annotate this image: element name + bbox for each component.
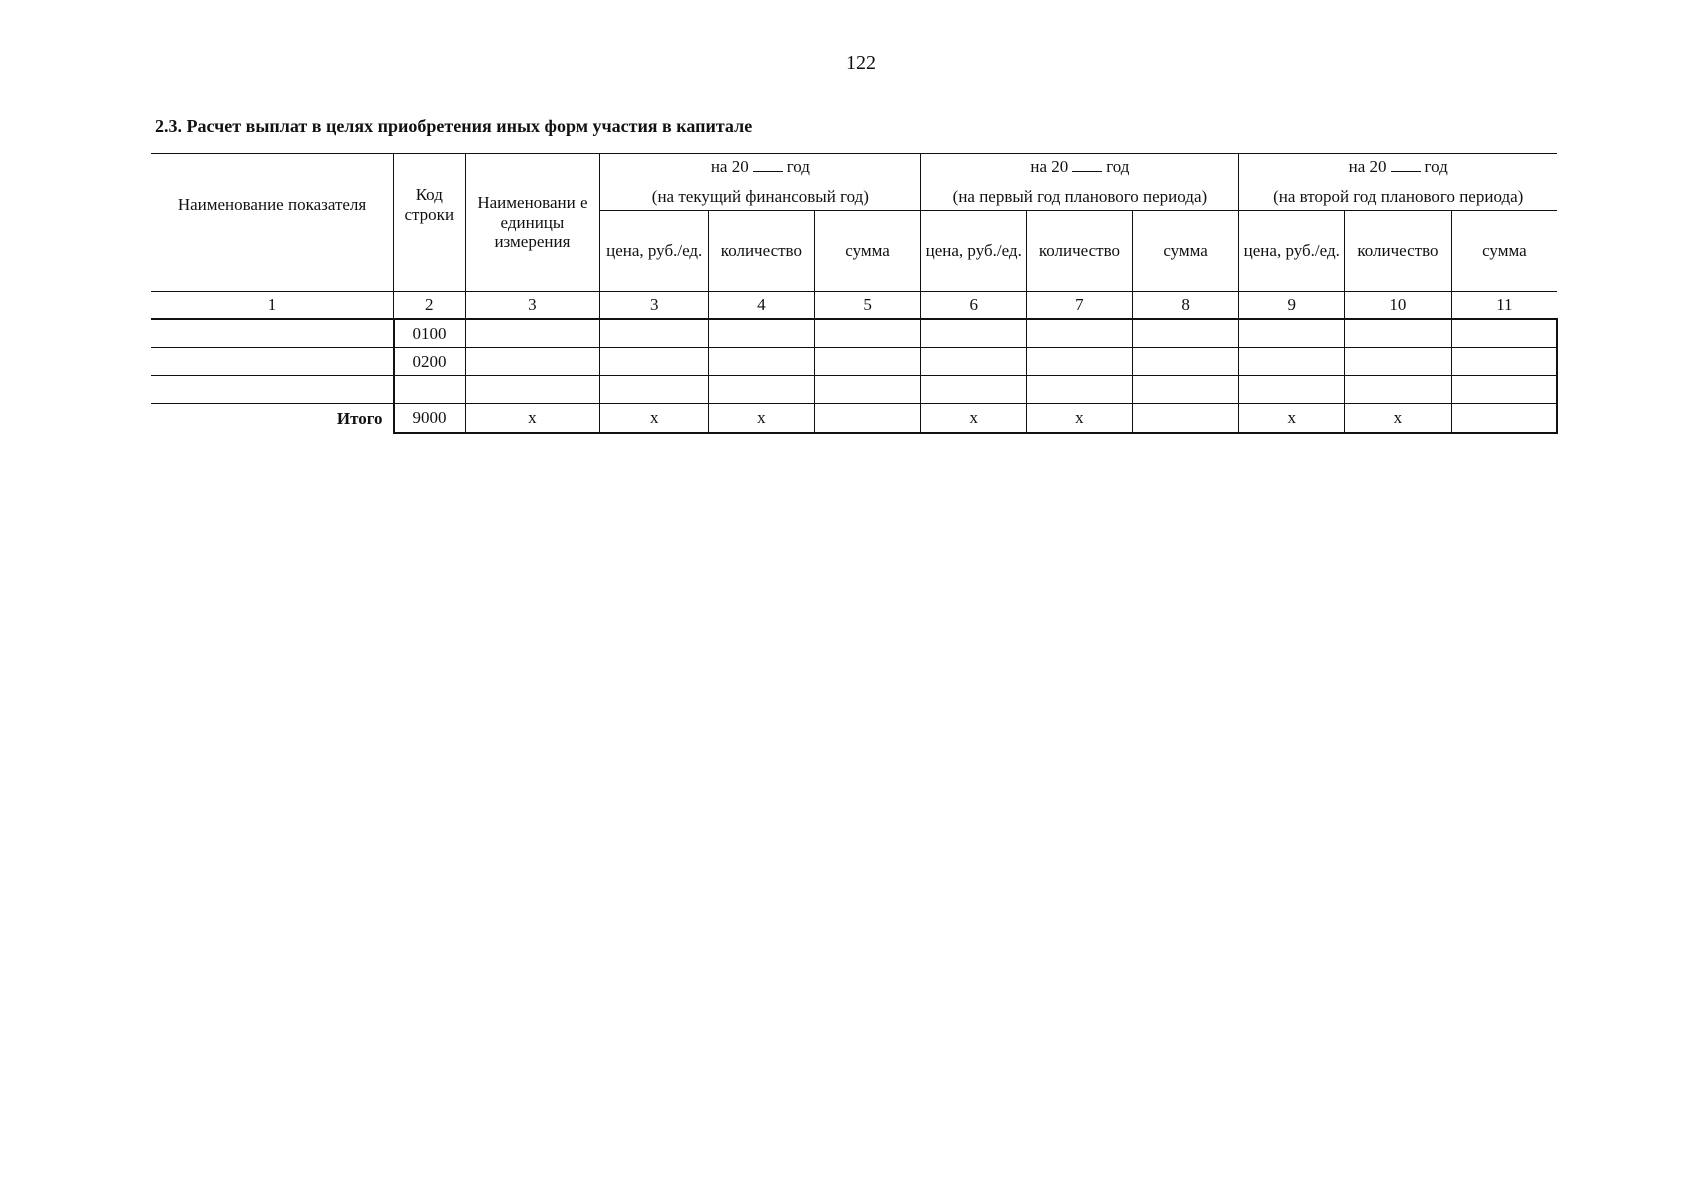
- total-label: Итого: [151, 404, 394, 434]
- total-row: [151, 404, 1557, 434]
- page-number: 122: [846, 52, 876, 74]
- value-cell[interactable]: [1345, 319, 1452, 348]
- period-current-header: [600, 154, 921, 211]
- period-year-prefix: на 20: [710, 157, 749, 177]
- table-row: [151, 348, 1557, 376]
- price-header: цена, руб./ед.: [600, 211, 709, 292]
- period-year-suffix: год: [1106, 157, 1130, 177]
- indicator-cell[interactable]: [151, 376, 394, 404]
- period-first-plan-header: [921, 154, 1239, 211]
- value-cell[interactable]: [1345, 376, 1452, 404]
- unit-cell[interactable]: [465, 376, 600, 404]
- row-code-cell: 0200: [394, 348, 465, 376]
- period-description: (на первый год планового периода): [952, 187, 1208, 206]
- column-number: 2: [394, 292, 465, 320]
- value-cell[interactable]: [1239, 319, 1345, 348]
- column-number: 4: [709, 292, 815, 320]
- indicator-cell[interactable]: [151, 319, 394, 348]
- column-number: 5: [814, 292, 921, 320]
- quantity-header: количество: [709, 211, 815, 292]
- total-cell: x: [1345, 404, 1452, 434]
- value-cell[interactable]: [921, 376, 1027, 404]
- unit-cell[interactable]: [465, 319, 600, 348]
- year-blank: [1072, 157, 1102, 172]
- header-row-1: [151, 154, 1557, 211]
- value-cell[interactable]: [709, 319, 815, 348]
- value-cell[interactable]: [1132, 376, 1239, 404]
- value-cell[interactable]: [1132, 348, 1239, 376]
- column-number: 3: [600, 292, 709, 320]
- total-cell: x: [921, 404, 1027, 434]
- table-row: [151, 319, 1557, 348]
- indicator-header: Наименование показателя: [151, 154, 394, 292]
- value-cell[interactable]: [814, 319, 921, 348]
- period-year-prefix: на 20: [1030, 157, 1069, 177]
- value-cell[interactable]: [1027, 376, 1133, 404]
- column-number: 10: [1345, 292, 1452, 320]
- row-code-header: Код строки: [394, 154, 465, 292]
- sum-header: сумма: [1132, 211, 1239, 292]
- value-cell[interactable]: [1451, 319, 1557, 348]
- total-cell: x: [465, 404, 600, 434]
- year-blank: [1391, 157, 1421, 172]
- value-cell[interactable]: [921, 319, 1027, 348]
- column-number: 8: [1132, 292, 1239, 320]
- value-cell[interactable]: [600, 348, 709, 376]
- period-description: (на второй год планового периода): [1273, 187, 1524, 206]
- total-cell[interactable]: [1132, 404, 1239, 434]
- quantity-header: количество: [1345, 211, 1452, 292]
- total-cell[interactable]: [1451, 404, 1557, 434]
- total-cell: x: [600, 404, 709, 434]
- value-cell[interactable]: [600, 376, 709, 404]
- total-code-cell: 9000: [394, 404, 465, 434]
- value-cell[interactable]: [1027, 348, 1133, 376]
- column-number: 3: [465, 292, 600, 320]
- period-year-suffix: год: [1424, 157, 1448, 177]
- column-number: 1: [151, 292, 394, 320]
- row-code-cell: 0100: [394, 319, 465, 348]
- payments-table: [151, 153, 1558, 434]
- value-cell[interactable]: [1345, 348, 1452, 376]
- column-numbers-row: [151, 292, 1557, 320]
- total-cell[interactable]: [814, 404, 921, 434]
- value-cell[interactable]: [1451, 348, 1557, 376]
- total-cell: x: [1239, 404, 1345, 434]
- sum-header: сумма: [1451, 211, 1557, 292]
- period-year-prefix: на 20: [1348, 157, 1387, 177]
- unit-header: Наименовани е единицы измерения: [465, 154, 600, 292]
- value-cell[interactable]: [921, 348, 1027, 376]
- value-cell[interactable]: [814, 348, 921, 376]
- row-code-cell: [394, 376, 465, 404]
- price-header: цена, руб./ед.: [921, 211, 1027, 292]
- year-blank: [753, 157, 783, 172]
- column-number: 7: [1027, 292, 1133, 320]
- quantity-header: количество: [1027, 211, 1133, 292]
- total-cell: x: [709, 404, 815, 434]
- value-cell[interactable]: [814, 376, 921, 404]
- period-second-plan-header: [1239, 154, 1557, 211]
- column-number: 9: [1239, 292, 1345, 320]
- period-year-suffix: год: [786, 157, 810, 177]
- column-number: 6: [921, 292, 1027, 320]
- column-number: 11: [1451, 292, 1557, 320]
- value-cell[interactable]: [709, 348, 815, 376]
- price-header: цена, руб./ед.: [1239, 211, 1345, 292]
- unit-cell[interactable]: [465, 348, 600, 376]
- value-cell[interactable]: [1027, 319, 1133, 348]
- value-cell[interactable]: [709, 376, 815, 404]
- value-cell[interactable]: [1239, 376, 1345, 404]
- period-description: (на текущий финансовый год): [651, 187, 869, 206]
- value-cell[interactable]: [600, 319, 709, 348]
- indicator-cell[interactable]: [151, 348, 394, 376]
- section-title: 2.3. Расчет выплат в целях приобретения иных форм участия в капитале: [155, 116, 753, 136]
- value-cell[interactable]: [1451, 376, 1557, 404]
- total-cell: x: [1027, 404, 1133, 434]
- table-row: [151, 376, 1557, 404]
- value-cell[interactable]: [1239, 348, 1345, 376]
- value-cell[interactable]: [1132, 319, 1239, 348]
- sum-header: сумма: [814, 211, 921, 292]
